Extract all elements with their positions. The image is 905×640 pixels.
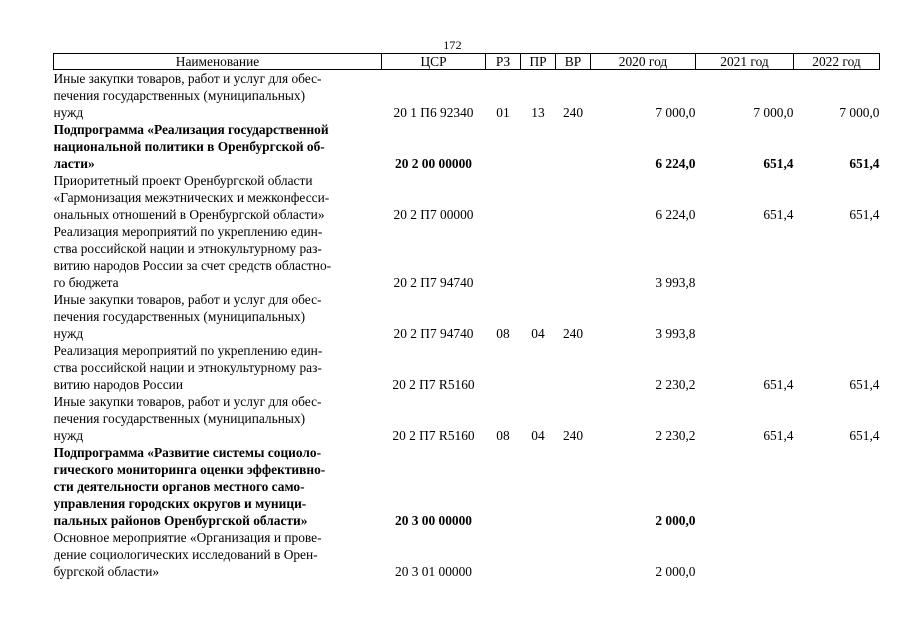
- row-name-line: национальной политики в Оренбургской об-: [53, 139, 325, 154]
- row-vr: [556, 529, 591, 580]
- row-2022: 651,4: [849, 156, 880, 171]
- row-vr: [556, 223, 591, 291]
- row-name-line: го бюджета: [53, 275, 119, 290]
- row-name-line: нужд: [53, 428, 84, 443]
- row-name-line: Реализация мероприятий по укреплению един-: [53, 343, 323, 358]
- row-2021: [696, 529, 794, 580]
- row-vr: 240: [562, 105, 584, 120]
- row-rz: 01: [496, 105, 510, 120]
- table-row: [54, 223, 880, 291]
- row-rz: 08: [496, 428, 510, 443]
- row-2022: 651,4: [849, 377, 880, 392]
- row-vr: [556, 342, 591, 393]
- row-name: [54, 342, 382, 393]
- row-name: [54, 121, 382, 172]
- row-name: [54, 291, 382, 342]
- row-name-line: Реализация мероприятий по укреплению един-: [53, 224, 323, 239]
- row-name-line: нужд: [53, 105, 84, 120]
- row-name: [54, 70, 382, 122]
- row-2022: 651,4: [849, 207, 880, 222]
- row-name-line: сти деятельности органов местного само-: [53, 479, 305, 494]
- row-2022: [794, 444, 880, 529]
- row-vr: 240: [562, 326, 584, 341]
- header-name: Наименование: [54, 54, 382, 70]
- row-vr: [556, 121, 591, 172]
- header-2020: 2020 год: [591, 54, 696, 70]
- row-csr: 20 2 П7 94740: [393, 275, 474, 290]
- row-2020: 2 230,2: [655, 377, 696, 392]
- row-2021: [696, 291, 794, 342]
- row-pr: [521, 529, 556, 580]
- row-2020: 6 224,0: [655, 156, 696, 171]
- row-pr: [521, 342, 556, 393]
- row-rz: [486, 121, 521, 172]
- row-csr: 20 2 П7 00000: [393, 207, 474, 222]
- row-name: [54, 393, 382, 444]
- row-csr: 20 2 00 00000: [395, 156, 472, 171]
- row-name-line: гического мониторинга оценки эффективно-: [53, 462, 326, 477]
- row-pr: [521, 223, 556, 291]
- table-row: [54, 393, 880, 444]
- table-row-subprogram: [54, 444, 880, 529]
- row-name-line: Иные закупки товаров, работ и услуг для обес-: [53, 71, 322, 86]
- table-header-row: [54, 54, 880, 70]
- row-name-line: бургской области»: [53, 564, 160, 579]
- row-2020: 2 230,2: [655, 428, 696, 443]
- table-row: [54, 70, 880, 122]
- budget-table: [53, 53, 880, 580]
- row-2022: [794, 223, 880, 291]
- row-name-line: Иные закупки товаров, работ и услуг для обес-: [53, 394, 322, 409]
- row-2021: 7 000,0: [753, 105, 794, 120]
- row-name-line: печения государственных (муниципальных): [53, 88, 306, 103]
- row-name-line: печения государственных (муниципальных): [53, 309, 306, 324]
- header-csr: ЦСР: [382, 54, 486, 70]
- row-rz: [486, 529, 521, 580]
- row-name-line: управления городских округов и муници-: [53, 496, 307, 511]
- row-2020: 6 224,0: [655, 207, 696, 222]
- row-name-line: печения государственных (муниципальных): [53, 411, 306, 426]
- row-name-line: нужд: [53, 326, 84, 341]
- row-name-line: Иные закупки товаров, работ и услуг для обес-: [53, 292, 322, 307]
- row-name-line: Подпрограмма «Развитие системы социоло-: [53, 445, 322, 460]
- table-row: [54, 342, 880, 393]
- row-csr: 20 2 П7 R5160: [392, 377, 475, 392]
- header-2021: 2021 год: [696, 54, 794, 70]
- row-name-line: витию народов России за счет средств областно-: [53, 258, 332, 273]
- row-2021: 651,4: [763, 207, 794, 222]
- row-rz: [486, 444, 521, 529]
- row-2022: 7 000,0: [839, 105, 880, 120]
- row-pr: 04: [531, 326, 545, 341]
- row-2020: 3 993,8: [655, 326, 696, 341]
- row-2020: 7 000,0: [655, 105, 696, 120]
- row-name-line: ональных отношений в Оренбургской области»: [53, 207, 325, 222]
- row-name-line: Основное мероприятие «Организация и прове-: [53, 530, 322, 545]
- page-number: 172: [443, 38, 462, 52]
- table-row-subprogram: [54, 121, 880, 172]
- row-vr: 240: [562, 428, 584, 443]
- row-name-line: дение социологических исследований в Орен-: [53, 547, 318, 562]
- header-2022: 2022 год: [794, 54, 880, 70]
- row-2022: [794, 529, 880, 580]
- row-csr: 20 3 01 00000: [395, 564, 472, 579]
- row-name: [54, 172, 382, 223]
- row-2020: 2 000,0: [655, 564, 696, 579]
- row-name-line: ласти»: [53, 156, 95, 171]
- row-name: [54, 444, 382, 529]
- row-name-line: ства российской нации и этнокультурному раз-: [53, 241, 322, 256]
- row-pr: [521, 444, 556, 529]
- header-rz: РЗ: [486, 54, 521, 70]
- row-pr: 04: [531, 428, 545, 443]
- row-csr: 20 3 00 00000: [395, 513, 472, 528]
- row-name-line: ства российской нации и этнокультурному раз-: [53, 360, 322, 375]
- table-row: [54, 291, 880, 342]
- row-2020: 2 000,0: [655, 513, 696, 528]
- row-rz: 08: [496, 326, 510, 341]
- row-name-line: Приоритетный проект Оренбургской области: [53, 173, 313, 188]
- row-pr: [521, 172, 556, 223]
- row-2021: 651,4: [763, 428, 794, 443]
- header-pr: ПР: [521, 54, 556, 70]
- row-2021: [696, 223, 794, 291]
- row-2020: 3 993,8: [655, 275, 696, 290]
- row-pr: [521, 121, 556, 172]
- row-pr: 13: [531, 105, 545, 120]
- row-rz: [486, 172, 521, 223]
- row-csr: 20 2 П7 94740: [393, 326, 474, 341]
- row-2022: [794, 291, 880, 342]
- row-2021: [696, 444, 794, 529]
- row-name-line: «Гармонизация межэтнических и межконфесси-: [53, 190, 330, 205]
- row-name-line: Подпрограмма «Реализация государственной: [53, 122, 329, 137]
- header-vr: ВР: [556, 54, 591, 70]
- table-row: [54, 172, 880, 223]
- table-row: [54, 529, 880, 580]
- row-name-line: пальных районов Оренбургской области»: [53, 513, 308, 528]
- row-name: [54, 529, 382, 580]
- row-name-line: витию народов России: [53, 377, 184, 392]
- row-2022: 651,4: [849, 428, 880, 443]
- row-csr: 20 1 П6 92340: [393, 105, 474, 120]
- row-2021: 651,4: [763, 156, 794, 171]
- row-csr: 20 2 П7 R5160: [392, 428, 475, 443]
- row-vr: [556, 444, 591, 529]
- row-2021: 651,4: [763, 377, 794, 392]
- row-rz: [486, 223, 521, 291]
- row-name: [54, 223, 382, 291]
- row-vr: [556, 172, 591, 223]
- row-rz: [486, 342, 521, 393]
